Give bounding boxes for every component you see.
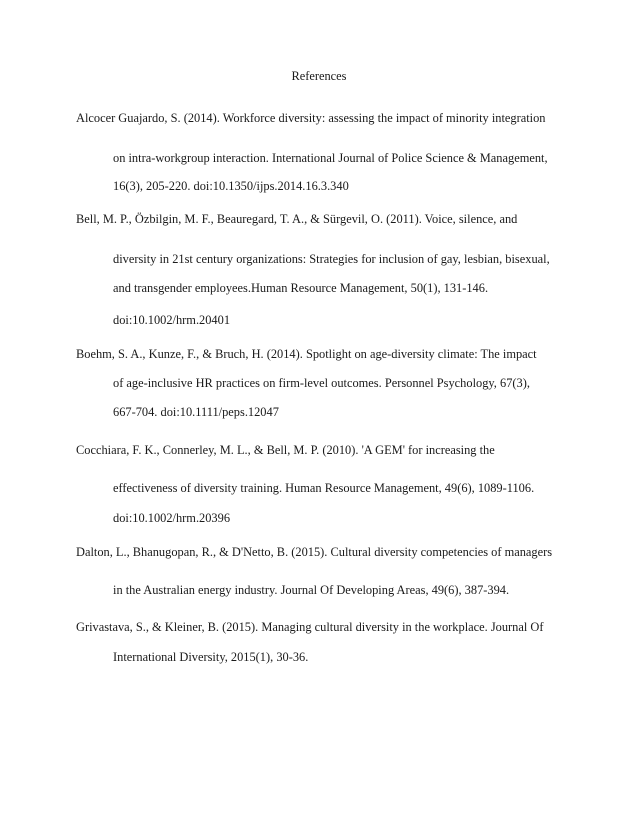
reference-1-line-2: on intra-workgroup interaction. International Journal of Police Science & Management, <box>113 151 548 165</box>
reference-4-line-1: Cocchiara, F. K., Connerley, M. L., & Bell, M. P. (2010). 'A GEM' for increasing the <box>76 443 495 457</box>
reference-4-line-3: doi:10.1002/hrm.20396 <box>113 511 231 525</box>
reference-3-line-3: 667-704. doi:10.1111/peps.12047 <box>113 405 279 419</box>
reference-6-line-2: International Diversity, 2015(1), 30-36. <box>113 650 309 664</box>
reference-1-line-1: Alcocer Guajardo, S. (2014). Workforce diversity: assessing the impact of minority integration <box>76 111 546 125</box>
reference-3-line-1: Boehm, S. A., Kunze, F., & Bruch, H. (2014). Spotlight on age-diversity climate: The impact <box>76 347 537 361</box>
reference-5-line-2: in the Australian energy industry. Journal Of Developing Areas, 49(6), 387-394. <box>113 583 510 597</box>
reference-5-line-1: Dalton, L., Bhanugopan, R., & D'Netto, B. (2015). Cultural diversity competencies of managers <box>76 545 553 559</box>
reference-4-line-2: effectiveness of diversity training. Human Resource Management, 49(6), 1089-1106. <box>113 481 535 495</box>
reference-3-line-2: of age-inclusive HR practices on firm-level outcomes. Personnel Psychology, 67(3), <box>113 376 530 390</box>
reference-2-line-4: doi:10.1002/hrm.20401 <box>113 313 231 327</box>
reference-2-line-3: and transgender employees.Human Resource Management, 50(1), 131-146. <box>113 281 489 295</box>
reference-1-line-3: 16(3), 205-220. doi:10.1350/ijps.2014.16.3.340 <box>113 179 349 193</box>
reference-2-line-2: diversity in 21st century organizations: Strategies for inclusion of gay, lesbian, bisexual, <box>113 252 550 266</box>
reference-2-line-1: Bell, M. P., Özbilgin, M. F., Beauregard, T. A., & Sürgevil, O. (2011). Voice, silence, and <box>76 212 518 226</box>
page-title: References <box>291 69 347 83</box>
reference-6-line-1: Grivastava, S., & Kleiner, B. (2015). Managing cultural diversity in the workplace. Journal Of <box>76 620 544 634</box>
